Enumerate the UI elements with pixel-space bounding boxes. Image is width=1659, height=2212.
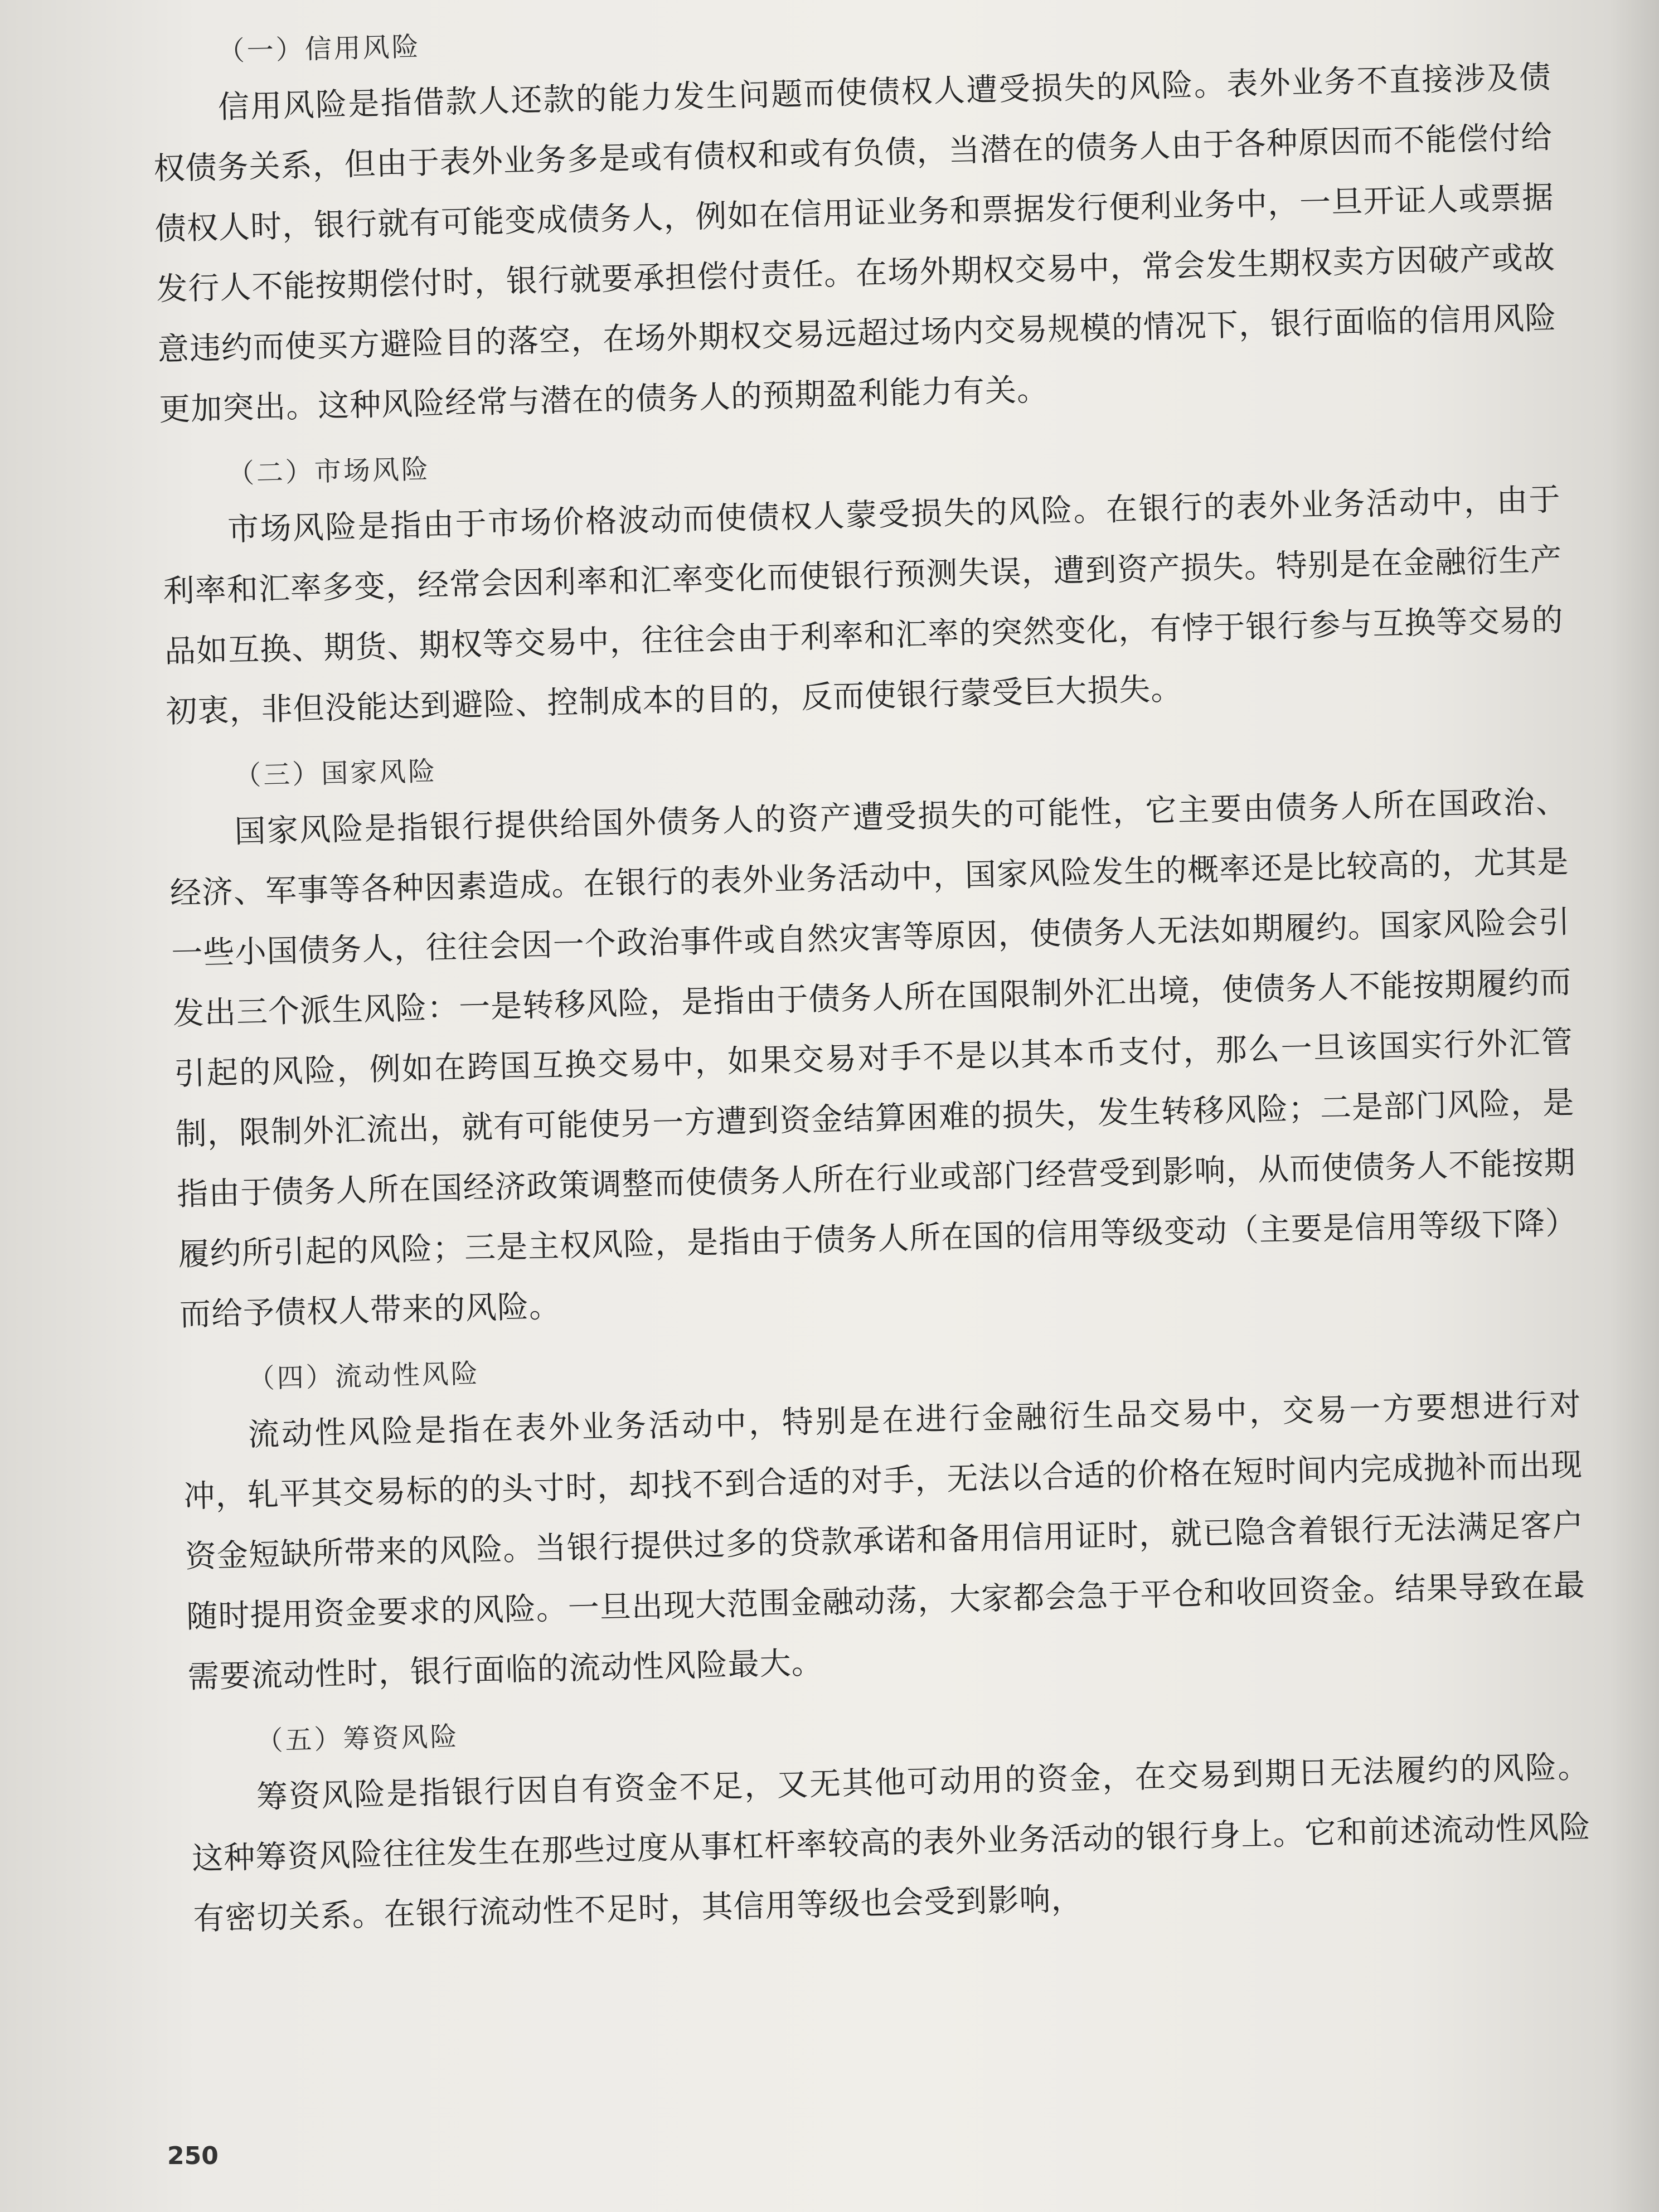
section-liquidity-risk [181, 1329, 1587, 1707]
section-heading: （五）筹资风险 [255, 1721, 460, 1757]
section-credit-risk [151, 2, 1559, 440]
section-paragraph: 筹资风险是指银行因自有资金不足，又无其他可动用的资金，在交易到期日无法履约的风险。这种筹资风险往往发生在那些过度从事杠杆率较高的表外业务活动的银行身上。它和前述流动性风险有密切关系。在银行流动性不足时，其信用等级也会受到影响， [191, 1749, 1592, 1938]
section-paragraph: 市场风险是指由于市场价格波动而使债权人蒙受损失的风险。在银行的表外业务活动中，由于利率和汇率多变，经常会因利率和汇率变化而使银行预测失误，遭到资产损失。特别是在金融衍生产品如互换、期货、期权等交易中，往往会由于利率和汇率的突然变化，有悖于银行参与互换等交易的初衷，非但没能达到避险、控制成本的目的，反而使银行蒙受巨大损失。 [162, 481, 1564, 730]
section-heading: （三）国家风险 [234, 755, 438, 792]
section-paragraph: 国家风险是指银行提供给国外债务人的资产遭受损失的可能性，它主要由债务人所在国政治、经济、军事等各种因素造成。在银行的表外业务活动中，国家风险发生的概率还是比较高的，尤其是一些小国债务人，往往会因一个政治事件或自然灾害等原因，使债务人无法如期履约。国家风险会引发出三个派生风险：一是转移风险，是指由于债务人所在国限制外汇出境，使债务人不能按期履约而引起的风险，例如在跨国互换交易中，如果交易对手不是以其本币支付，那么一旦该国实行外汇管制，限制外汇流出，就有可能使另一方遭到资金结算困难的损失，发生转移风险；二是部门风险，是指由于债务人所在国经济政策调整而使债务人所在行业或部门经营受到影响，从而使债务人不能按期履约所引起的风险；三是主权风险，是指由于债务人所在国的信用等级变动（主要是信用等级下降）而给予债权人带来的风险。 [169, 783, 1578, 1333]
section-paragraph: 流动性风险是指在表外业务活动中，特别是在进行金融衍生品交易中，交易一方要想进行对冲，轧平其交易标的的头寸时，却找不到合适的对手，无法以合适的价格在短时间内完成抛补而出现资金短缺所带来的风险。当银行提供过多的贷款承诺和备用信用证时，就已隐含着银行无法满足客户随时提用资金要求的风险。一旦出现大范围金融动荡，大家都会急于平仓和收回资金。结果导致在最需要流动性时，银行面临的流动性风险最大。 [183, 1386, 1586, 1696]
section-country-risk [167, 726, 1579, 1346]
section-heading: （二）市场风险 [227, 453, 431, 490]
section-paragraph: 信用风险是指借款人还款的能力发生问题而使债权人遭受损失的风险。表外业务不直接涉及债权债务关系，但由于表外业务多是或有债权和或有负债，当潜在的债务人由于各种原因而不能偿付给债权人时，银行就有可能变成债务人，例如在信用证业务和票据发行便利业务中，一旦开证人或票据发行人不能按期偿付时，银行就要承担偿付责任。在场外期权交易中，常会发生期权卖方因破产或故意违约而使买方避险目的落空，在场外期权交易远超过场内交易规模的情况下，银行面临的信用风险更加突出。这种风险经常与潜在的债务人的预期盈利能力有关。 [153, 59, 1557, 428]
page-number: 250 [167, 2142, 219, 2170]
section-market-risk [160, 424, 1565, 743]
section-funding-risk [189, 1691, 1593, 1949]
section-heading: （一）信用风险 [217, 31, 421, 67]
page-body [151, 2, 1593, 1965]
page-edge-shadow [1609, 0, 1659, 2212]
section-heading: （四）流动性风险 [248, 1358, 481, 1395]
